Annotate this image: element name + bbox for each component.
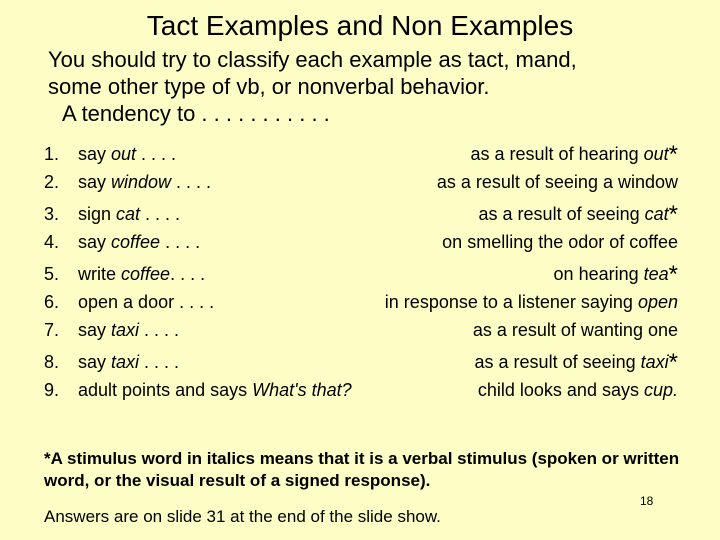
footnote: *A stimulus word in italics means that it is a verbal stimulus (spoken or written word, or the visual result of a signed response). bbox=[44, 449, 680, 490]
item-number: 1. bbox=[44, 144, 60, 164]
item-condition: as a result of seeing taxi* bbox=[474, 349, 678, 376]
slide-title: Tact Examples and Non Examples bbox=[146, 10, 574, 41]
list-item bbox=[0, 140, 720, 168]
asterisk-marker: * bbox=[668, 261, 678, 288]
item-response: say window . . . . bbox=[78, 172, 212, 192]
list-item bbox=[0, 200, 720, 228]
item-condition: as a result of seeing cat* bbox=[478, 201, 678, 228]
item-condition: as a result of seeing a window bbox=[436, 172, 678, 192]
asterisk-marker: * bbox=[668, 201, 678, 228]
item-condition: child looks and says cup. bbox=[477, 380, 678, 400]
intro-text bbox=[48, 46, 708, 127]
list-item bbox=[0, 348, 720, 376]
item-response: say taxi . . . . bbox=[78, 320, 180, 340]
item-number: 7. bbox=[44, 320, 60, 340]
item-response: write coffee. . . . bbox=[78, 264, 206, 284]
example-list bbox=[0, 140, 720, 404]
intro-line-3: A tendency to . . . . . . . . . . . bbox=[62, 101, 330, 126]
item-number: 4. bbox=[44, 232, 60, 252]
intro-line-1: You should try to classify each example as tact, mand, bbox=[48, 47, 577, 72]
asterisk-marker: * bbox=[668, 141, 678, 168]
item-response: adult points and says What's that? bbox=[78, 380, 352, 400]
item-response: open a door . . . . bbox=[78, 292, 215, 312]
item-number: 8. bbox=[44, 352, 60, 372]
item-number: 5. bbox=[44, 264, 60, 284]
list-item bbox=[0, 228, 720, 256]
item-condition: in response to a listener saying open bbox=[384, 292, 678, 312]
answers-note: Answers are on slide 31 at the end of the slide show. bbox=[44, 507, 441, 526]
item-response: say taxi . . . . bbox=[78, 352, 180, 372]
item-response: say out . . . . bbox=[78, 144, 177, 164]
list-item bbox=[0, 316, 720, 344]
item-number: 9. bbox=[44, 380, 60, 400]
item-response: sign cat . . . . bbox=[78, 204, 181, 224]
list-item bbox=[0, 376, 720, 404]
item-response: say coffee . . . . bbox=[78, 232, 201, 252]
list-item bbox=[0, 260, 720, 288]
list-item bbox=[0, 288, 720, 316]
item-condition: on smelling the odor of coffee bbox=[442, 232, 678, 252]
item-number: 6. bbox=[44, 292, 60, 312]
item-condition: as a result of wanting one bbox=[472, 320, 678, 340]
asterisk-marker: * bbox=[668, 349, 678, 376]
item-condition: as a result of hearing out* bbox=[470, 141, 678, 168]
list-item bbox=[0, 168, 720, 196]
item-condition: on hearing tea* bbox=[553, 261, 678, 288]
slide-number: 18 bbox=[640, 494, 654, 508]
intro-line-2: some other type of vb, or nonverbal behavior. bbox=[48, 74, 490, 99]
item-number: 2. bbox=[44, 172, 60, 192]
item-number: 3. bbox=[44, 204, 60, 224]
